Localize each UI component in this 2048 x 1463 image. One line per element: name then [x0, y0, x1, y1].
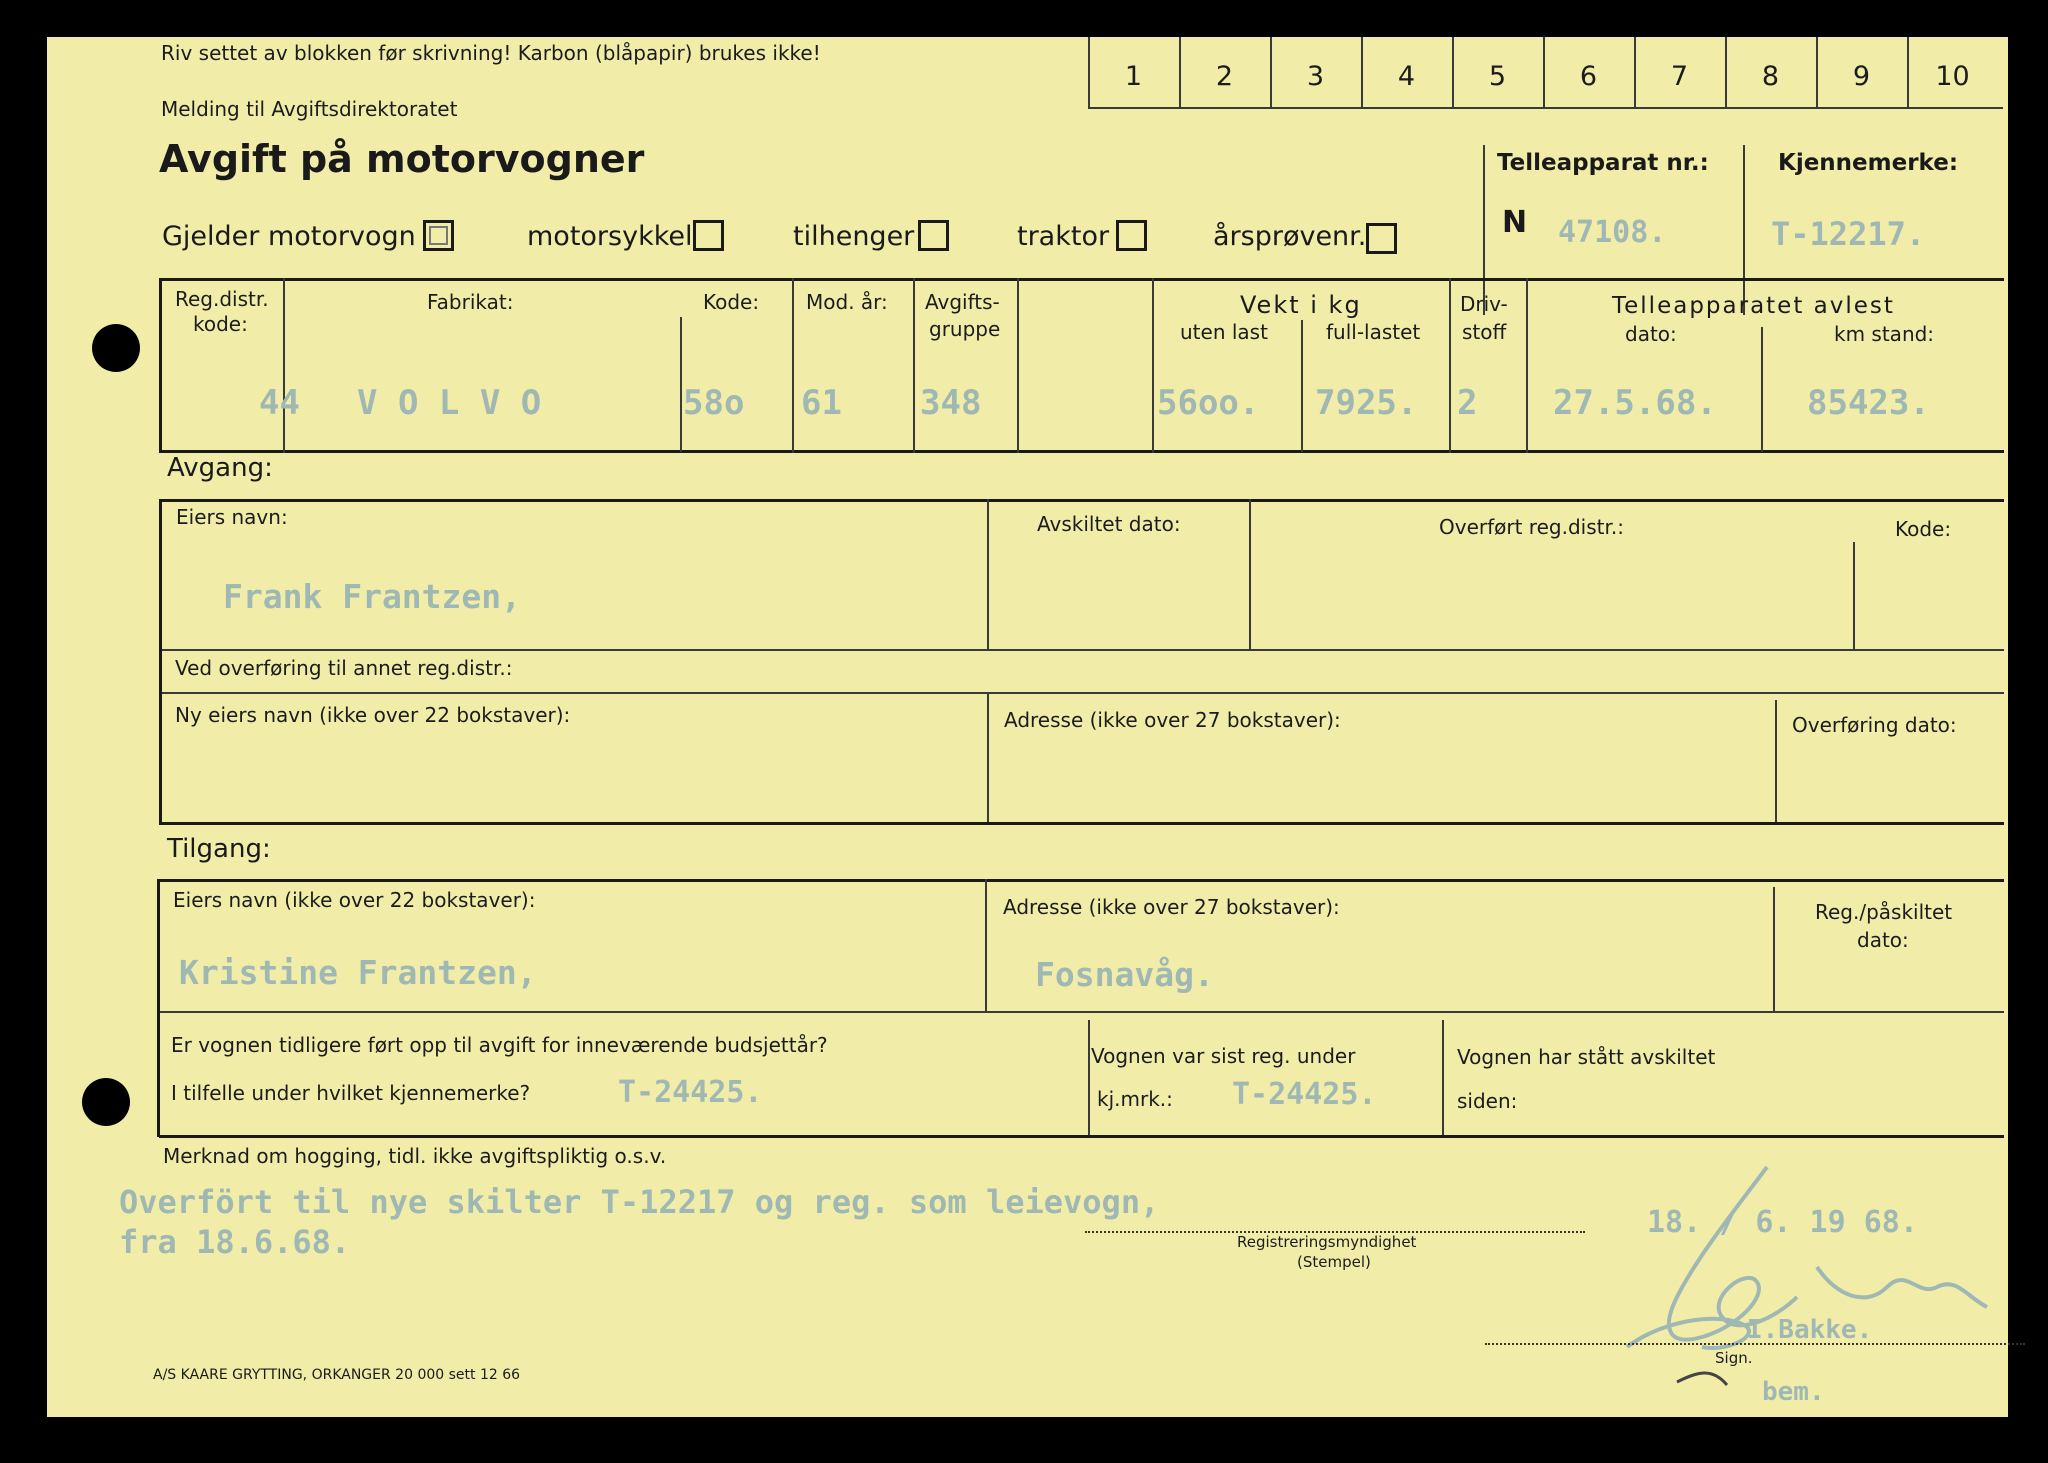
col-kode: Kode:: [703, 290, 760, 314]
last-reg-label-2: kj.mrk.:: [1097, 1087, 1173, 1111]
owner-label: Eiers navn (ikke over 22 bokstaver):: [173, 888, 536, 912]
col-modar: Mod. år:: [806, 290, 888, 314]
col-telleapparat: Telleapparatet avlest: [1612, 293, 1895, 319]
signature-date: 18. / 6. 19 68.: [1647, 1205, 1918, 1240]
new-owner-label: Ny eiers navn (ikke over 22 bokstaver):: [175, 703, 571, 727]
col-full-lastet: full-lastet: [1326, 320, 1421, 344]
signer-name: I.Bakke.: [1747, 1315, 1873, 1345]
value-drivstoff: 2: [1457, 383, 1478, 423]
option-arsprovenr: årsprøvenr.: [1213, 221, 1367, 252]
arsprovenr-checkbox[interactable]: [1366, 223, 1397, 254]
registered-label: Reg./påskiltet: [1815, 900, 1953, 924]
previous-fee-question: Er vognen tidligere ført opp til avgift for inneværende budsjettår?: [171, 1033, 828, 1057]
previous-plate-question: I tilfelle under hvilket kjennemerke?: [171, 1081, 531, 1105]
tilhenger-checkbox[interactable]: [918, 220, 949, 251]
deregistered-label-2: siden:: [1457, 1089, 1518, 1113]
col-avgifts-2: gruppe: [929, 317, 1001, 341]
number-cell: 1: [1124, 61, 1143, 92]
col-drivstoff: Driv-: [1460, 292, 1508, 316]
option-tilhenger: tilhenger: [793, 221, 915, 252]
previous-plate-value: T-24425.: [618, 1075, 763, 1110]
overfort-label: Overført reg.distr.:: [1439, 515, 1624, 539]
number-cell: 3: [1306, 61, 1325, 92]
counter-prefix: N: [1502, 205, 1528, 240]
col-km-stand: km stand:: [1834, 322, 1935, 346]
number-cell: 9: [1852, 61, 1871, 92]
motorvogn-checkbox[interactable]: [423, 220, 454, 251]
col-regdistr: Reg.distr.: [175, 287, 269, 311]
col-dato: dato:: [1625, 322, 1677, 346]
number-cell: 4: [1397, 61, 1416, 92]
deregistered-label: Vognen har stått avskiltet: [1457, 1045, 1716, 1069]
punch-hole: [82, 1078, 130, 1126]
value-uten-last: 56oo.: [1157, 383, 1260, 423]
col-uten-last: uten last: [1180, 320, 1268, 344]
registered-label-2: dato:: [1857, 928, 1909, 952]
value-full-lastet: 7925.: [1315, 383, 1418, 423]
last-reg-value: T-24425.: [1232, 1077, 1377, 1112]
kode-label: Kode:: [1895, 517, 1952, 541]
stamp-label-2: (Stempel): [1297, 1253, 1371, 1271]
sign-label: Sign.: [1715, 1349, 1753, 1367]
number-cell: 7: [1670, 61, 1689, 92]
col-drivstoff-2: stoff: [1462, 320, 1507, 344]
number-cell: 2: [1215, 61, 1234, 92]
vehicle-type-label: Gjelder motorvogn: [162, 221, 416, 252]
recipient-text: Melding til Avgiftsdirektoratet: [161, 97, 458, 121]
address-label: Adresse (ikke over 27 bokstaver):: [1003, 895, 1340, 919]
counter-label: Telleapparat nr.:: [1497, 150, 1709, 176]
plate-value: T-12217.: [1771, 215, 1926, 253]
col-vekt: Vekt i kg: [1240, 291, 1362, 319]
section-avgang: Avgang:: [167, 453, 273, 483]
value-km-stand: 85423.: [1807, 383, 1930, 423]
punch-hole: [92, 324, 140, 372]
value-dato: 27.5.68.: [1553, 383, 1717, 423]
number-cell: 10: [1935, 61, 1970, 92]
number-cell: 8: [1761, 61, 1780, 92]
handwritten-signature: [1607, 1147, 2027, 1387]
col-fabrikat: Fabrikat:: [427, 290, 514, 314]
printer-imprint: A/S KAARE GRYTTING, ORKANGER 20 000 sett 12 66: [153, 1367, 521, 1383]
option-traktor: traktor: [1017, 221, 1110, 252]
remarks-line-2: fra 18.6.68.: [119, 1223, 351, 1261]
transfer-date-label: Overføring dato:: [1792, 713, 1957, 737]
owner-value: Frank Frantzen,: [223, 577, 522, 616]
section-tilgang: Tilgang:: [167, 834, 271, 864]
plate-label: Kjennemerke:: [1778, 150, 1959, 176]
motorsykkel-checkbox[interactable]: [693, 220, 724, 251]
owner-value: Kristine Frantzen,: [179, 953, 537, 992]
avskiltet-label: Avskiltet dato:: [1037, 512, 1181, 536]
value-regdistr: 44: [259, 383, 300, 423]
form-title: Avgift på motorvogner: [159, 137, 645, 181]
remarks-label: Merknad om hogging, tidl. ikke avgiftspliktig o.s.v.: [163, 1144, 667, 1168]
option-motorsykkel: motorsykkel: [527, 221, 693, 252]
value-fabrikat: V O L V O: [357, 383, 542, 423]
number-cell: 6: [1579, 61, 1598, 92]
instruction-text: Riv settet av blokken før skrivning! Karbon (blåpapir) brukes ikke!: [161, 41, 821, 65]
transfer-label: Ved overføring til annet reg.distr.:: [175, 656, 513, 680]
bem-text: bem.: [1762, 1377, 1825, 1407]
counter-value: 47108.: [1558, 215, 1667, 250]
col-avgifts: Avgifts-: [925, 290, 1000, 314]
value-modar: 61: [801, 383, 842, 423]
number-cell: 5: [1488, 61, 1507, 92]
new-address-label: Adresse (ikke over 27 bokstaver):: [1004, 708, 1341, 732]
last-reg-label: Vognen var sist reg. under: [1091, 1044, 1356, 1068]
col-regdistr-2: kode:: [193, 312, 248, 336]
owner-label: Eiers navn:: [176, 505, 288, 529]
remarks-line-1: Overfört til nye skilter T-12217 og reg. som leievogn,: [119, 1183, 1160, 1221]
form-card: [47, 37, 2008, 1417]
address-value: Fosnavåg.: [1035, 955, 1214, 994]
stamp-label: Registreringsmyndighet: [1237, 1233, 1417, 1251]
traktor-checkbox[interactable]: [1116, 220, 1147, 251]
value-avgiftsgruppe: 348: [920, 383, 982, 423]
value-kode: 58o: [683, 383, 745, 423]
